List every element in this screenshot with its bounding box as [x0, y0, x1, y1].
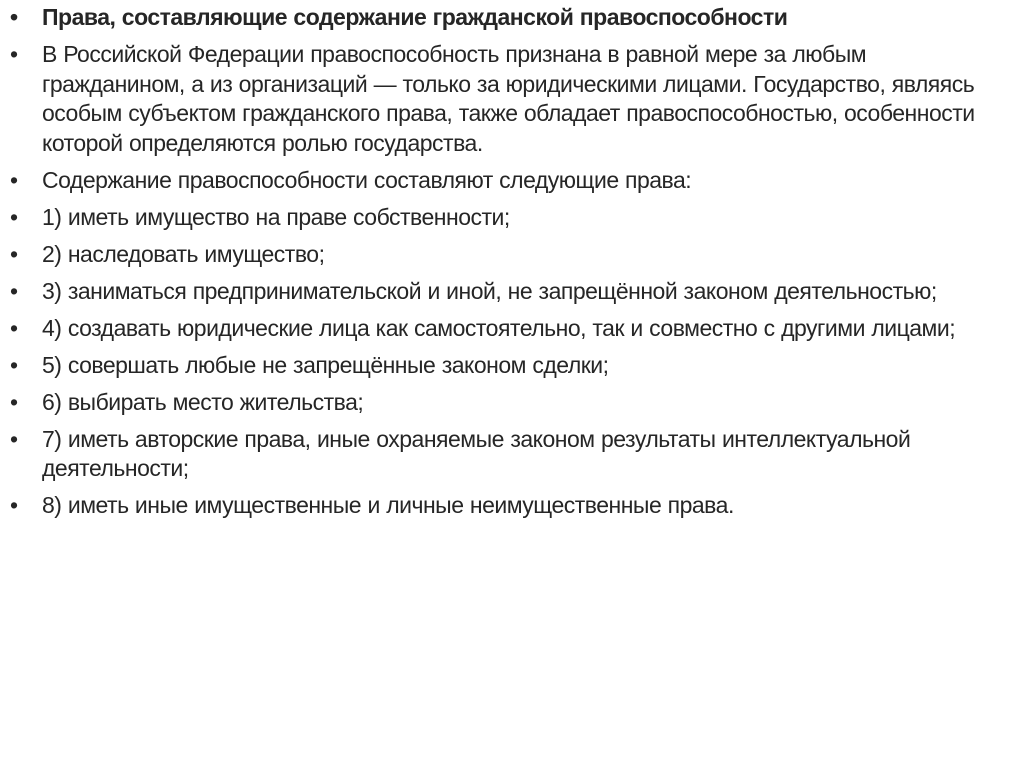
list-item-text: В Российской Федерации правоспособность признана в равной мере за любым гражданином, а из организаций — только за юридическими лицами. Государство, являясь особым субъектом гражданского права, также обладает правоспособностью, особенности которой определяются ролью государства. [42, 41, 975, 156]
list-item-right-3 [10, 277, 1010, 307]
list-item-text: Содержание правоспособности составляют следующие права: [42, 166, 692, 193]
slide-heading [10, 3, 1010, 33]
list-item-right-6 [10, 388, 1010, 418]
list-item-right-2 [10, 240, 1010, 270]
list-item-text: 7) иметь авторские права, иные охраняемые законом результаты интеллектуальной деятельности; [42, 425, 911, 481]
list-item-right-1 [10, 203, 1010, 233]
bullet-list [10, 3, 1010, 528]
bullet-dot-icon: • [10, 277, 18, 304]
bullet-dot-icon: • [10, 166, 18, 193]
bullet-dot-icon: • [10, 492, 18, 518]
list-item-content-lead [10, 166, 1010, 196]
bullet-dot-icon: • [10, 240, 18, 267]
list-item-text: 8) иметь иные имущественные и личные неимущественные права. [42, 492, 734, 518]
list-item-text: 4) создавать юридические лица как самостоятельно, так и совместно с другими лицами; [42, 314, 956, 341]
bullet-dot-icon: • [10, 4, 18, 30]
bullet-dot-icon: • [10, 41, 18, 67]
list-item-text: 6) выбирать место жительства; [42, 388, 364, 415]
list-item-text: 3) заниматься предпринимательской и иной, не запрещённой законом деятельностью; [42, 277, 937, 304]
list-item-right-4 [10, 314, 1010, 344]
list-item-right-8 [10, 491, 1010, 521]
list-item-right-7 [10, 425, 1010, 484]
bullet-dot-icon: • [10, 351, 18, 378]
list-item-intro [10, 40, 1010, 158]
list-item-text: 2) наследовать имущество; [42, 240, 325, 267]
bullet-dot-icon: • [10, 388, 18, 415]
list-item-text: 1) иметь имущество на праве собственности; [42, 203, 510, 230]
bullet-dot-icon: • [10, 314, 18, 341]
bullet-dot-icon: • [10, 425, 18, 452]
list-item-right-5 [10, 351, 1010, 381]
bullet-dot-icon: • [10, 203, 18, 230]
heading-text: Права, составляющие содержание гражданской правоспособности [42, 4, 788, 30]
list-item-text: 5) совершать любые не запрещённые законом сделки; [42, 351, 609, 378]
